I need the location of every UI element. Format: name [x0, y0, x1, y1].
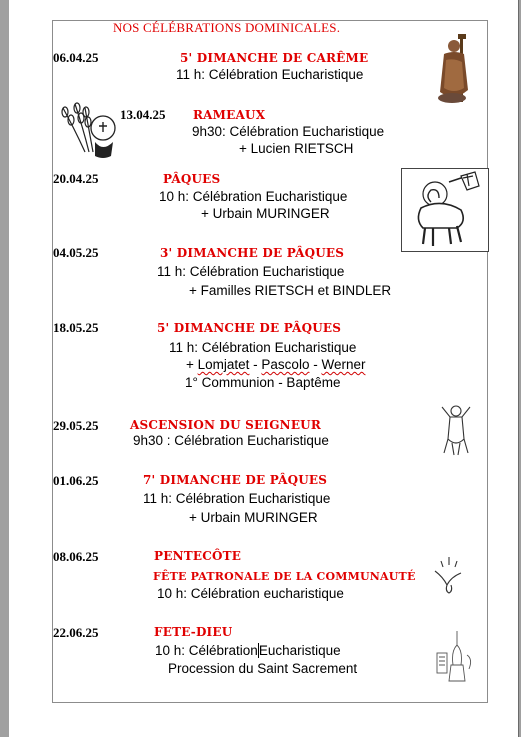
event-line — [155, 643, 341, 658]
name-separator: - — [309, 357, 322, 372]
event-date: 22.06.25 — [53, 625, 99, 640]
event-line: 10 h: Célébration Eucharistique — [159, 189, 348, 204]
event-line: + Urbain MURINGER — [201, 206, 330, 221]
event-line: 11 h: Célébration Eucharistique — [157, 264, 345, 279]
event-heading: ASCENSION DU SEIGNEUR — [130, 418, 321, 432]
chalice-sketch-icon — [429, 625, 479, 687]
event-heading: PÂQUES — [163, 172, 221, 186]
name-pascolo: Pascolo — [261, 357, 310, 372]
memorial-names — [186, 357, 365, 372]
event-heading: RAMEAUX — [193, 108, 266, 122]
lamb-of-god-icon — [401, 168, 489, 252]
event-line: 11 h: Célébration Eucharistique — [176, 67, 364, 82]
wheat-host-icon — [55, 100, 121, 162]
event-date: 04.05.25 — [53, 245, 99, 260]
event-date: 18.05.25 — [53, 320, 99, 335]
event-subheading: FÊTE PATRONALE DE LA COMMUNAUTÉ — [153, 570, 416, 583]
event-heading: 7' DIMANCHE DE PÂQUES — [143, 473, 328, 487]
event-date: 29.05.25 — [53, 418, 99, 433]
event-line: 9h30 : Célébration Eucharistique — [133, 433, 329, 448]
event-heading: FETE-DIEU — [154, 625, 233, 639]
name-separator: - — [249, 357, 262, 372]
event-line: Procession du Saint Sacrement — [168, 661, 358, 676]
name-lomjatet: Lomjatet — [197, 357, 250, 372]
event-line: + Urbain MURINGER — [189, 510, 318, 525]
event-line: + Lucien RIETSCH — [239, 141, 354, 156]
saint-figure-icon — [434, 30, 478, 106]
name-prefix: + — [186, 357, 198, 372]
event-line: 9h30: Célébration Eucharistique — [192, 124, 385, 139]
name-werner: Werner — [321, 357, 366, 372]
event-date: 13.04.25 — [120, 107, 166, 122]
text-cursor: Eucharistique — [258, 643, 341, 658]
dove-icon — [429, 553, 467, 597]
event-heading: 5' DIMANCHE DE CARÊME — [180, 51, 369, 65]
page-title: NOS CÉLÉBRATIONS DOMINICALES. — [113, 20, 341, 35]
event-line: 11 h: Célébration Eucharistique — [143, 491, 331, 506]
event-date: 01.06.25 — [53, 473, 99, 488]
event-line-part: 10 h: Célébration — [155, 643, 258, 658]
event-heading: PENTECÔTE — [154, 549, 242, 563]
document-page — [9, 0, 519, 737]
event-heading: 3' DIMANCHE DE PÂQUES — [160, 246, 345, 260]
event-line: 1° Communion - Baptême — [185, 375, 341, 390]
event-heading: 5' DIMANCHE DE PÂQUES — [157, 321, 342, 335]
event-line: + Familles RIETSCH et BINDLER — [189, 283, 392, 298]
event-date: 06.04.25 — [53, 50, 99, 65]
event-date: 20.04.25 — [53, 171, 99, 186]
event-date: 08.06.25 — [53, 549, 99, 564]
event-line: 10 h: Célébration eucharistique — [157, 586, 344, 601]
risen-christ-icon — [436, 399, 476, 459]
event-line: 11 h: Célébration Eucharistique — [169, 340, 357, 355]
